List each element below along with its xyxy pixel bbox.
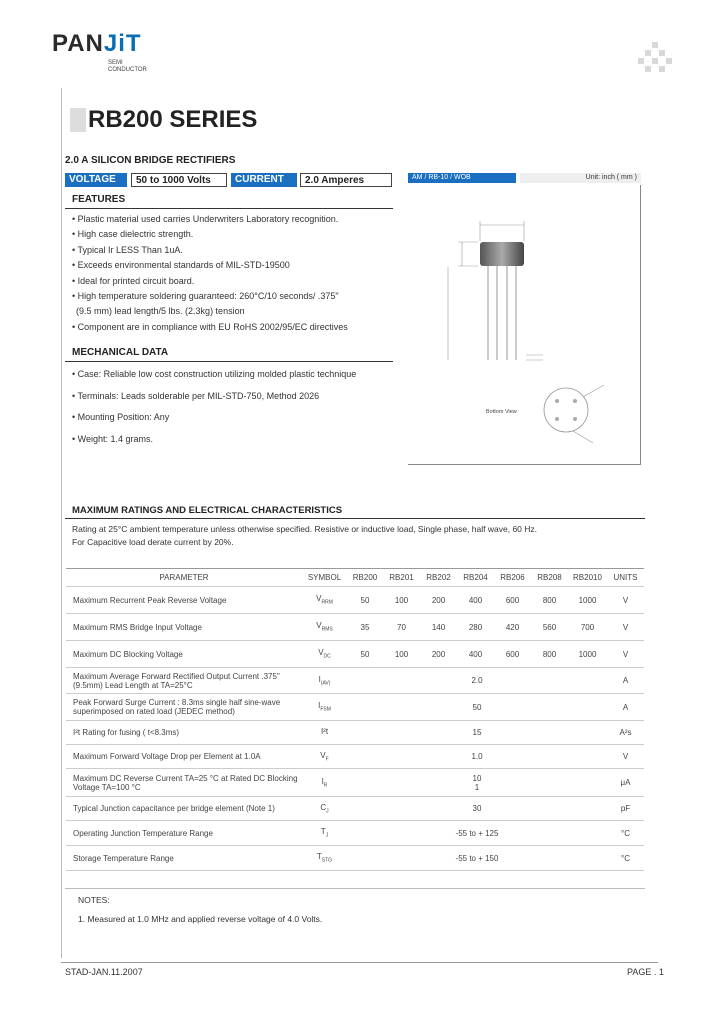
symbol-text: T [316, 852, 322, 862]
footer-rule [61, 962, 658, 963]
value-cell: 400 [468, 649, 483, 659]
unit-cell: μA [620, 778, 631, 787]
symbol-cell [302, 668, 347, 694]
value-cell: 280 [468, 622, 483, 632]
ratings-note-2: For Capacitive load derate current by 20%. [72, 537, 234, 547]
value-cell: 400 [468, 595, 483, 605]
unit-cell: A [622, 702, 629, 712]
symbol-text: V [320, 750, 326, 760]
symbol-text: I [318, 674, 321, 684]
unit-cell: V [622, 595, 629, 605]
unit-cell: °C [621, 853, 630, 863]
brand-logo-left: PAN [52, 30, 104, 57]
page-title: RB200 SERIES [88, 106, 258, 133]
current-label: CURRENT [231, 173, 297, 187]
symbol-text: I²t [320, 726, 329, 736]
value-cell: 50 [360, 595, 370, 605]
value-cell: 420 [505, 622, 520, 632]
dimension-lines [448, 221, 543, 360]
table-row [66, 821, 644, 846]
table-row [66, 797, 644, 821]
value-cell [347, 769, 607, 797]
value-cell: 560 [542, 622, 557, 632]
value-cell: 1.0 [471, 752, 483, 761]
brand-logo-right: JiT [103, 30, 142, 57]
left-margin-rule [61, 88, 62, 958]
page-subtitle: 2.0 A SILICON BRIDGE RECTIFIERS [65, 155, 236, 166]
feature-item: (9.5 mm) lead length/5 lbs. (2.3kg) tension [76, 306, 245, 317]
ratings-note-1: Rating at 25°C ambient temperature unless otherwise specified. Resistive or inductive load, Single phase, half wave, 60 Hz. [72, 524, 538, 534]
value-cell: -55 to + 125 [455, 828, 499, 838]
col-header-parameter: PARAMETER [159, 573, 209, 582]
value-cell: 1000 [578, 649, 597, 659]
package-name: AM / RB-10 / WOB [408, 173, 516, 183]
notes-frame [65, 888, 645, 937]
unit-cell: V [622, 752, 629, 761]
symbol-subscript: STG [321, 857, 333, 864]
symbol-subscript: F [325, 756, 329, 763]
value-cell: 2.0 [471, 676, 483, 685]
param-cell: Maximum DC Blocking Voltage [73, 649, 183, 659]
value-cell: 800 [542, 595, 557, 605]
notes-heading: NOTES: [78, 895, 110, 905]
brand-tagline-line2: CONDUCTOR [108, 67, 147, 73]
feature-item: • High case dielectric strength. [72, 229, 194, 240]
value-cell: 15 [472, 728, 482, 737]
unit-cell: °C [621, 828, 630, 838]
param-cell: I²t Rating for fusing ( t<8.3ms) [73, 728, 180, 737]
symbol-cell [302, 846, 347, 871]
param-cell: Peak Forward Surge Current : 8.3ms single half sine-wave superimposed on rated load (JEDEC method) [73, 698, 281, 716]
mechanical-item: • Mounting Position: Any [72, 412, 170, 422]
param-cell: Storage Temperature Range [73, 853, 174, 863]
value-cell: 70 [397, 622, 406, 632]
feature-item: • High temperature soldering guaranteed: 260°C/10 seconds/ .375" [72, 291, 339, 302]
feature-item: • Typical Ir LESS Than 1uA. [72, 244, 183, 255]
symbol-subscript: FSM [320, 706, 331, 713]
value-cell: 100 [394, 649, 409, 659]
symbol-cell [302, 769, 347, 797]
value-line-1: 10 [472, 773, 482, 783]
param-cell: Operating Junction Temperature Range [73, 828, 213, 838]
feature-item: • Plastic material used carries Underwriters Laboratory recognition. [72, 214, 339, 224]
value-cell: 35 [360, 622, 370, 632]
features-list [72, 212, 348, 335]
symbol-subscript: DC [323, 653, 331, 660]
value-line-2: 1 [474, 782, 480, 792]
voltage-value: 50 to 1000 Volts [131, 173, 227, 187]
col-header-symbol: SYMBOL [307, 573, 342, 582]
symbol-cell [302, 745, 347, 769]
value-cell: 140 [431, 622, 446, 632]
footer-page: PAGE . 1 [627, 967, 664, 977]
mechanical-item: • Terminals: Leads solderable per MIL-STD-750, Method 2026 [72, 390, 320, 401]
component-side-view [480, 242, 524, 360]
symbol-subscript: J [326, 808, 329, 815]
symbol-cell [302, 641, 347, 668]
feature-item: • Component are in compliance with EU RoHS 2002/95/EC directives [72, 321, 348, 332]
component-bottom-view [544, 385, 604, 443]
table-row [66, 721, 644, 745]
value-cell: 600 [505, 649, 520, 659]
current-value: 2.0 Amperes [300, 173, 392, 187]
feature-item: • Exceeds environmental standards of MIL-STD-19500 [72, 260, 290, 271]
ratings-table [66, 568, 644, 871]
value-cell: 700 [580, 622, 595, 632]
value-cell: 30 [472, 804, 482, 813]
symbol-cell [302, 694, 347, 721]
unit-cell: V [622, 649, 629, 659]
param-cell: Maximum Recurrent Peak Reverse Voltage [73, 595, 227, 605]
symbol-cell [302, 614, 347, 641]
table-row [66, 587, 644, 614]
col-header-rb204: RB204 [463, 573, 488, 582]
symbol-cell [302, 721, 347, 745]
note-item: 1. Measured at 1.0 MHz and applied reverse voltage of 4.0 Volts. [78, 914, 323, 924]
mechanical-heading: MECHANICAL DATA [65, 347, 393, 362]
features-heading: FEATURES [65, 194, 393, 209]
col-header-rb201: RB201 [389, 573, 414, 582]
symbol-text: C [320, 802, 327, 812]
table-row [66, 614, 644, 641]
voltage-label: VOLTAGE [65, 173, 127, 187]
unit-cell: V [622, 622, 629, 632]
symbol-text: V [316, 621, 322, 631]
mechanical-list [72, 368, 356, 454]
table-row [66, 769, 644, 797]
footer-date: STAD-JAN.11.2007 [65, 967, 143, 977]
title-accent [70, 108, 86, 132]
col-header-rb202: RB202 [426, 573, 451, 582]
table-row [66, 694, 644, 721]
symbol-subscript: RRM [321, 599, 333, 606]
param-cell: Maximum DC Reverse Current TA=25 °C at Rated DC Blocking Voltage TA=100 °C [73, 773, 298, 792]
symbol-subscript: RMS [321, 626, 333, 633]
value-cell: 800 [542, 649, 557, 659]
value-cell: 200 [431, 649, 446, 659]
value-cell: 600 [505, 595, 520, 605]
symbol-subscript: (AV) [320, 680, 331, 687]
table-row [66, 745, 644, 769]
table-row [66, 846, 644, 871]
symbol-text: I [318, 701, 321, 711]
col-header-rb2010: RB2010 [573, 573, 602, 582]
param-cell: Typical Junction capacitance per bridge element (Note 1) [73, 804, 275, 813]
symbol-cell [302, 587, 347, 614]
col-header-units: UNITS [613, 573, 638, 582]
package-drawing [408, 185, 641, 465]
value-cell: 50 [360, 649, 370, 659]
param-cell: Maximum Average Forward Rectified Output Current .375" (9.5mm) Lead Length at TA=25°C [73, 671, 280, 690]
value-cell: 200 [431, 595, 446, 605]
symbol-cell [302, 821, 347, 846]
brand-tagline [108, 60, 147, 74]
unit-cell: A [622, 676, 629, 685]
max-ratings-heading: MAXIMUM RATINGS AND ELECTRICAL CHARACTERISTICS [65, 505, 645, 519]
symbol-cell [302, 797, 347, 821]
symbol-subscript: R [323, 782, 328, 789]
symbol-text: V [316, 594, 322, 604]
mechanical-item: • Case: Reliable low cost construction utilizing molded plastic technique [72, 369, 357, 379]
symbol-text: I [321, 776, 324, 786]
param-cell: Maximum RMS Bridge Input Voltage [73, 622, 202, 632]
brand-logo [52, 30, 142, 58]
table-row [66, 641, 644, 668]
unit-cell: A²s [619, 728, 632, 737]
value-cell: 100 [394, 595, 409, 605]
value-cell: 1000 [578, 595, 597, 605]
col-header-rb200: RB200 [352, 573, 378, 582]
table-row [66, 668, 644, 694]
feature-item: • Ideal for printed circuit board. [72, 275, 195, 286]
unit-label: Unit: inch ( mm ) [520, 173, 641, 183]
value-cell: -55 to + 150 [455, 853, 499, 863]
bottom-view-label: Bottom View [486, 409, 517, 415]
brand-tagline-line1: SEMI [108, 60, 123, 66]
col-header-rb206: RB206 [500, 573, 525, 582]
symbol-subscript: J [325, 832, 329, 839]
mechanical-item: • Weight: 1.4 grams. [72, 433, 154, 444]
col-header-rb208: RB208 [537, 573, 562, 582]
unit-cell: pF [620, 804, 631, 813]
table-header-row [66, 569, 644, 587]
param-cell: Maximum Forward Voltage Drop per Element at 1.0A [73, 752, 261, 761]
value-cell: 50 [472, 702, 482, 712]
symbol-text: V [318, 648, 324, 658]
symbol-text: T [320, 827, 326, 837]
